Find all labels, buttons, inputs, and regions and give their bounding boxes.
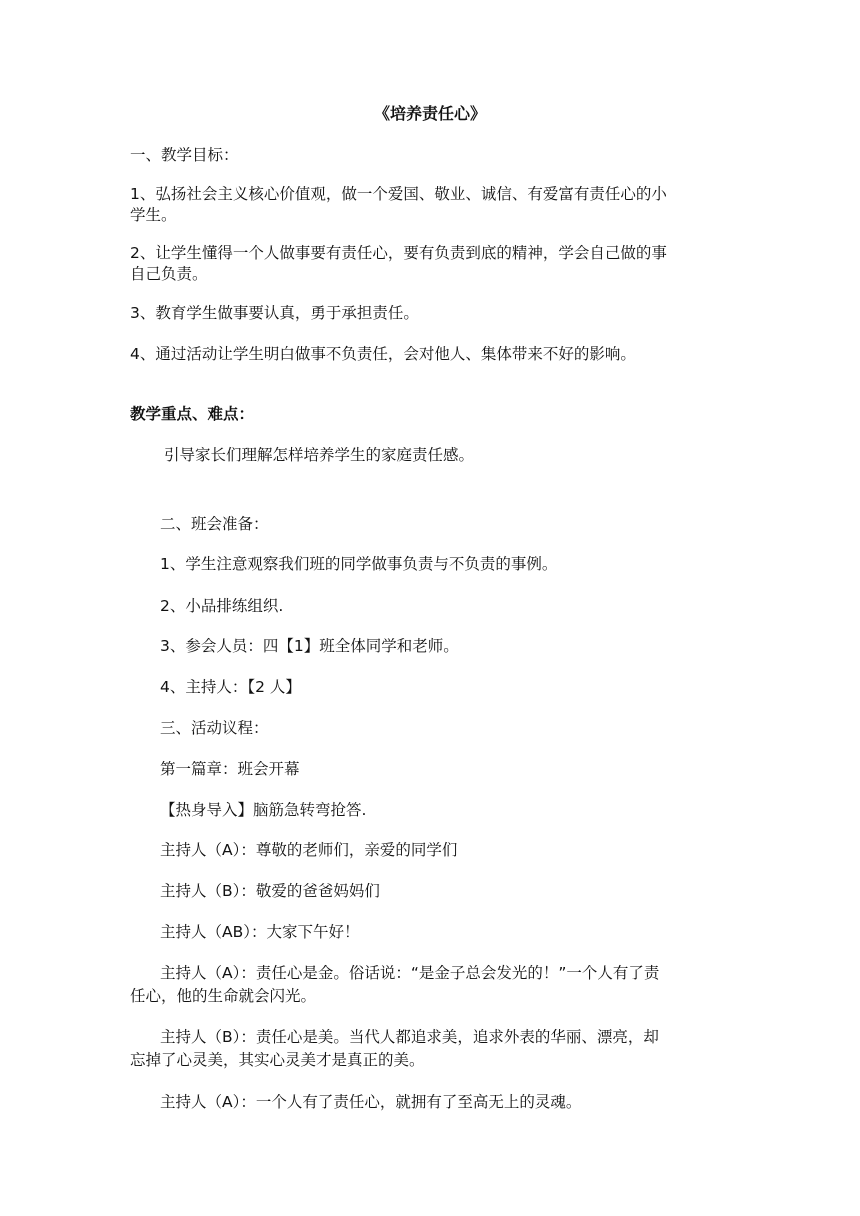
dialogue-line: 主持人（B）：责任心是美。当代人都追求美，追求外表的华丽、漂亮，却 [160,1028,659,1046]
goal-item-continued: 自己负责。 [130,265,208,283]
goal-item: 2、让学生懂得一个人做事要有责任心，要有负责到底的精神，学会自己做的事 [130,244,667,262]
dialogue-line: 主持人（A）：责任心是金。俗话说：“是金子总会发光的！”一个人有了责 [160,964,660,982]
dialogue-line: 主持人（B）：敬爱的爸爸妈妈们 [160,882,380,900]
prep-item: 1、学生注意观察我们班的同学做事负责与不负责的事例。 [160,555,558,573]
section-heading-agenda: 三、活动议程： [160,719,269,737]
document-title: 《培养责任心》 [373,104,486,123]
dialogue-line: 主持人（A）：一个人有了责任心，就拥有了至高无上的灵魂。 [160,1093,582,1111]
prep-item: 2、小品排练组织. [160,597,284,615]
goal-item: 1、弘扬社会主义核心价值观，做一个爱国、敬业、诚信、有爱富有责任心的小 [130,185,667,203]
goal-item-continued: 学生。 [130,206,177,224]
dialogue-line-continued: 任心，他的生命就会闪光。 [130,987,317,1005]
section-heading-goals: 一、教学目标： [130,146,239,164]
goal-item: 3、教育学生做事要认真，勇于承担责任。 [130,304,419,322]
dialogue-line-continued: 忘掉了心灵美，其实心灵美才是真正的美。 [130,1051,425,1069]
key-points-heading: 教学重点、难点： [130,405,255,423]
goal-item: 4、通过活动让学生明白做事不负责任，会对他人、集体带来不好的影响。 [130,345,636,363]
prep-item: 4、主持人：【2 人】 [160,678,301,696]
chapter-heading: 第一篇章：班会开幕 [160,760,300,778]
dialogue-line: 主持人（AB）：大家下午好！ [160,923,360,941]
section-heading-preparation: 二、班会准备： [160,515,269,533]
warmup-line: 【热身导入】脑筋急转弯抢答. [160,801,367,819]
key-points-text: 引导家长们理解怎样培养学生的家庭责任感。 [164,446,475,464]
prep-item: 3、参会人员：四【1】班全体同学和老师。 [160,637,459,655]
dialogue-line: 主持人（A）：尊敬的老师们，亲爱的同学们 [160,841,458,859]
